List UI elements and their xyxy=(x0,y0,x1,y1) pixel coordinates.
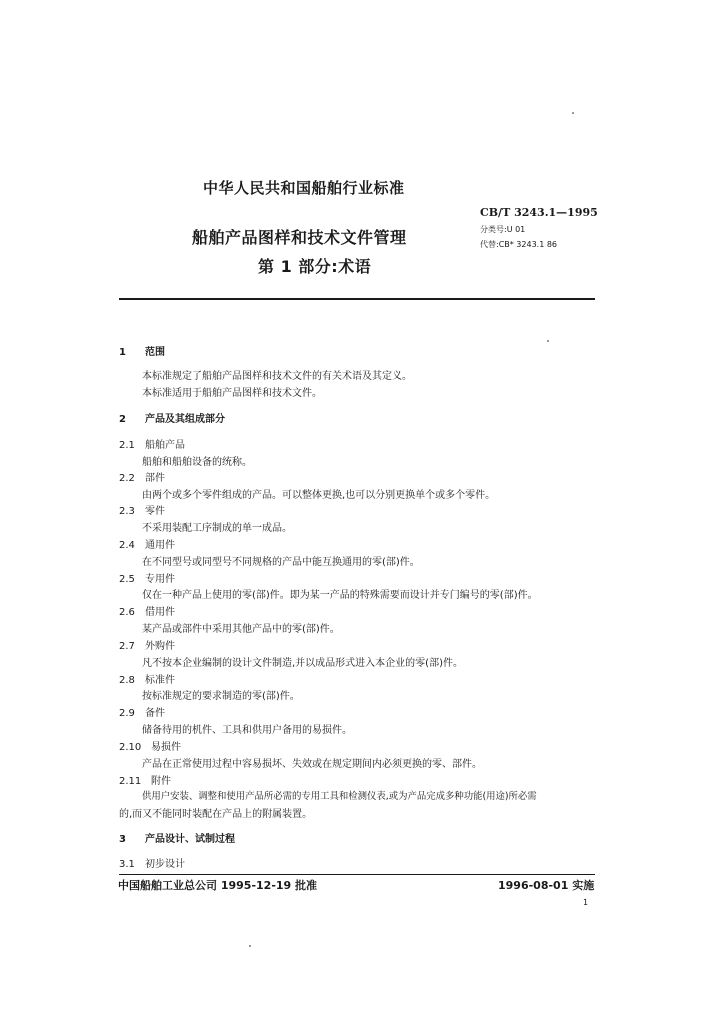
term-2-6-definition: 某产品或部件中采用其他产品中的零(部)件。 xyxy=(142,624,340,635)
term-number: 2.2 xyxy=(119,473,135,484)
scan-speck xyxy=(572,112,574,114)
term-label: 外购件 xyxy=(145,641,175,652)
term-label: 易损件 xyxy=(151,742,181,753)
term-3-1 xyxy=(119,855,185,870)
section-1-paragraph-2: 本标准适用于船舶产品图样和技术文件。 xyxy=(142,388,322,399)
scan-speck xyxy=(249,945,251,947)
term-number: 2.4 xyxy=(119,540,135,551)
section-number: 3 xyxy=(119,834,126,845)
term-number: 2.11 xyxy=(119,776,142,787)
term-label: 借用件 xyxy=(145,607,175,618)
section-title: 产品及其组成部分 xyxy=(145,414,225,425)
term-number: 2.10 xyxy=(119,742,142,753)
term-label: 船舶产品 xyxy=(145,440,185,451)
term-number: 2.3 xyxy=(119,506,135,517)
term-2-1-definition: 船舶和船舶设备的统称。 xyxy=(142,457,252,468)
term-2-5-definition: 仅在一种产品上使用的零(部)件。即为某一产品的特殊需要而设计并专门编号的零(部)件。 xyxy=(142,590,538,601)
term-2-11-definition: 供用户安装、调整和使用产品所必需的专用工具和检测仪表,或为产品完成多种功能(用途)所必需 xyxy=(142,791,537,802)
term-2-10-definition: 产品在正常使用过程中容易损坏、失效或在规定期间内必须更换的零、部件。 xyxy=(142,759,482,770)
term-number: 2.1 xyxy=(119,440,135,451)
term-2-8 xyxy=(119,671,175,686)
term-2-1 xyxy=(119,436,185,451)
term-number: 2.9 xyxy=(119,708,135,719)
scan-speck xyxy=(547,340,549,342)
implementation-date: 1996-08-01 实施 xyxy=(498,879,595,892)
term-2-3-definition: 不采用装配工序制成的单一成品。 xyxy=(142,523,292,534)
section-title: 范围 xyxy=(145,347,165,358)
term-label: 部件 xyxy=(145,473,165,484)
term-label: 备件 xyxy=(145,708,165,719)
term-2-8-definition: 按标准规定的要求制造的零(部)件。 xyxy=(142,691,300,702)
term-2-5 xyxy=(119,570,175,585)
term-label: 专用件 xyxy=(145,574,175,585)
replaces-code: 代替:CB* 3243.1 86 xyxy=(480,240,558,249)
term-2-4 xyxy=(119,536,175,551)
term-2-4-definition: 在不同型号或同型号不同规格的产品中能互换通用的零(部)件。 xyxy=(142,557,420,568)
term-number: 2.6 xyxy=(119,607,135,618)
term-number: 2.7 xyxy=(119,641,135,652)
term-2-9-definition: 储备待用的机件、工具和供用户备用的易损件。 xyxy=(142,725,352,736)
term-2-3 xyxy=(119,502,165,517)
term-2-11 xyxy=(119,772,171,787)
term-number: 3.1 xyxy=(119,859,135,870)
term-2-11-definition-continued: 的,而又不能同时装配在产品上的附属装置。 xyxy=(119,809,313,820)
approval-line: 中国船舶工业总公司 1995-12-19 批准 xyxy=(118,879,318,892)
term-label: 附件 xyxy=(151,776,171,787)
term-2-7-definition: 凡不按本企业编制的设计文件制造,并以成品形式进入本企业的零(部)件。 xyxy=(142,658,463,669)
section-title: 产品设计、试制过程 xyxy=(145,834,235,845)
classification-code: 分类号:U 01 xyxy=(480,225,526,234)
footer-divider xyxy=(119,874,595,875)
page-number: 1 xyxy=(583,898,589,907)
term-number: 2.8 xyxy=(119,675,135,686)
term-2-6 xyxy=(119,603,175,618)
section-1-paragraph-1: 本标准规定了船舶产品图样和技术文件的有关术语及其定义。 xyxy=(142,371,412,382)
term-2-10 xyxy=(119,738,181,753)
term-label: 零件 xyxy=(145,506,165,517)
term-label: 通用件 xyxy=(145,540,175,551)
term-2-9 xyxy=(119,704,165,719)
section-1-heading xyxy=(119,343,165,358)
term-2-7 xyxy=(119,637,175,652)
term-2-2 xyxy=(119,469,165,484)
header-divider xyxy=(119,298,595,300)
document-title-line1: 船舶产品图样和技术文件管理 xyxy=(192,228,407,247)
section-3-heading xyxy=(119,830,235,845)
section-2-heading xyxy=(119,410,225,425)
term-label: 初步设计 xyxy=(145,859,185,870)
term-2-2-definition: 由两个或多个零件组成的产品。可以整体更换,也可以分别更换单个或多个零件。 xyxy=(142,490,496,501)
document-title-line2: 第 1 部分:术语 xyxy=(258,257,372,276)
org-title: 中华人民共和国船舶行业标准 xyxy=(203,179,405,197)
section-number: 1 xyxy=(119,347,126,358)
term-label: 标准件 xyxy=(145,675,175,686)
section-number: 2 xyxy=(119,414,126,425)
standard-code: CB/T 3243.1—1995 xyxy=(480,206,598,219)
term-number: 2.5 xyxy=(119,574,135,585)
